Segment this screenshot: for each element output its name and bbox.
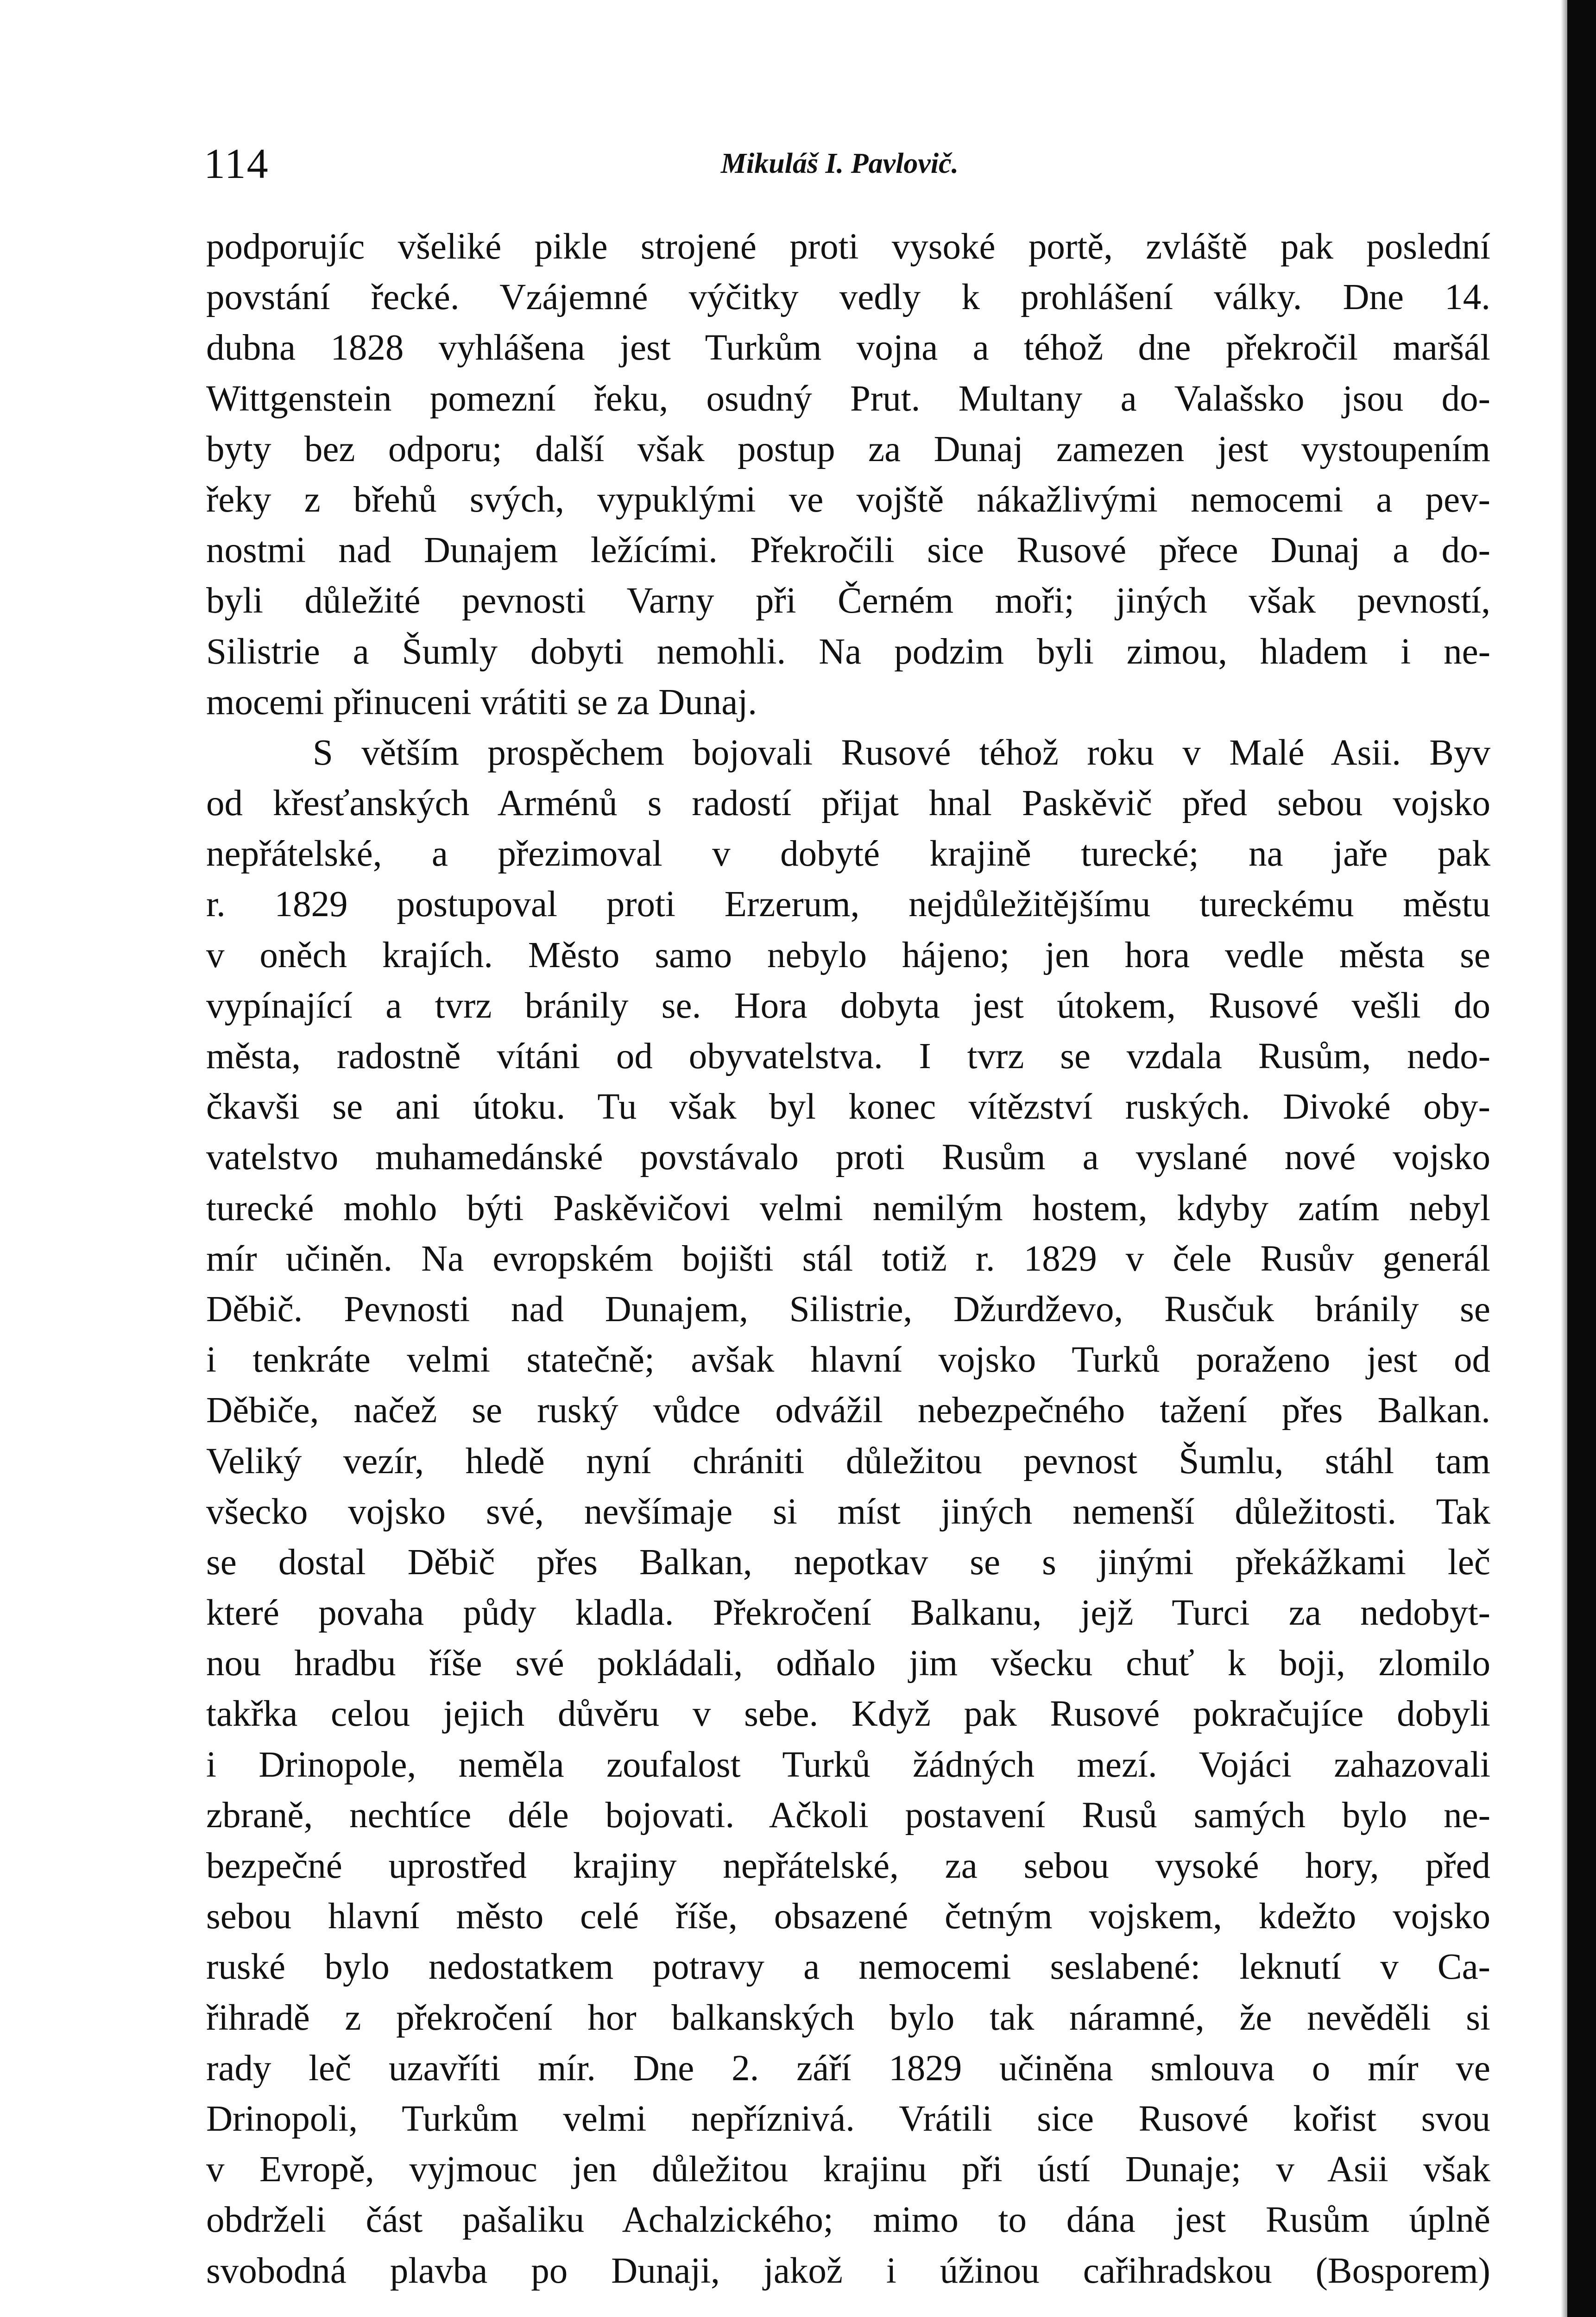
text-line: povstání řecké. Vzájemné výčitky vedly k prohlášení války. Dne 14.	[206, 277, 1490, 318]
text-line: Veliký vezír, hledě nyní chrániti důležitou pevnost Šumlu, stáhl tam	[206, 1441, 1490, 1481]
text-line: sebou hlavní město celé říše, obsazené četným vojskem, kdežto vojsko	[206, 1896, 1490, 1937]
text-line: v Evropě, vyjmouc jen důležitou krajinu při ústí Dunaje; v Asii však	[206, 2149, 1490, 2190]
text-line: rady leč uzavříti mír. Dne 2. září 1829 učiněna smlouva o mír ve	[206, 2048, 1490, 2089]
running-title: Mikuláš I. Pavlovič.	[720, 148, 959, 179]
text-line: řeky z břehů svých, vypuklými ve vojště nákažlivými nemocemi a pev-	[206, 479, 1490, 520]
text-line: Wittgenstein pomezní řeku, osudný Prut. Multany a Valašsko jsou do-	[206, 378, 1490, 419]
text-line: vypínající a tvrz bránily se. Hora dobyta jest útokem, Rusové vešli do	[206, 985, 1490, 1026]
text-line: všecko vojsko své, nevšímaje si míst jiných nemenší důležitosti. Tak	[206, 1491, 1490, 1532]
text-line: i Drinopole, neměla zoufalost Turků žádných mezí. Vojáci zahazovali	[206, 1744, 1490, 1785]
text-line: mír učiněn. Na evropském bojišti stál totiž r. 1829 v čele Rusův generál	[206, 1238, 1490, 1279]
text-line: svobodná plavba po Dunaji, jakož i úžinou cařihradskou (Bosporem)	[206, 2250, 1490, 2291]
text-line: Silistrie a Šumly dobyti nemohli. Na podzim byli zimou, hladem i ne-	[206, 631, 1490, 672]
text-line: nou hradbu říše své pokládali, odňalo jim všecku chuť k boji, zlomilo	[206, 1643, 1490, 1684]
text-line: se dostal Děbič přes Balkan, nepotkav se s jinými překážkami leč	[206, 1542, 1490, 1583]
text-line: dubna 1828 vyhlášena jest Turkům vojna a téhož dne překročil maršál	[206, 328, 1490, 368]
text-line: i tenkráte velmi statečně; avšak hlavní vojsko Turků poraženo jest od	[206, 1340, 1490, 1380]
text-line: byty bez odporu; další však postup za Dunaj zamezen jest vystoupením	[206, 429, 1490, 469]
text-line: bezpečné uprostřed krajiny nepřátelské, za sebou vysoké hory, před	[206, 1846, 1490, 1886]
text-line: takřka celou jejich důvěru v sebe. Když pak Rusové pokračujíce dobyli	[206, 1694, 1490, 1735]
body-text	[206, 222, 1490, 2296]
text-line: řihradě z překročení hor balkanských bylo tak náramné, že nevěděli si	[206, 1997, 1490, 2038]
text-line: vatelstvo muhamedánské povstávalo proti Rusům a vyslané nové vojsko	[206, 1137, 1490, 1178]
text-line: Drinopoli, Turkům velmi nepříznivá. Vrátili sice Rusové kořist svou	[206, 2098, 1490, 2139]
text-line: města, radostně vítáni od obyvatelstva. I tvrz se vzdala Rusům, nedo-	[206, 1036, 1490, 1076]
text-line: čkavši se ani útoku. Tu však byl konec vítězství ruských. Divoké oby-	[206, 1087, 1490, 1127]
text-line: nostmi nad Dunajem ležícími. Překročili sice Rusové přece Dunaj a do-	[206, 530, 1490, 571]
text-line: Děbiče, načež se ruský vůdce odvážil nebezpečného tažení přes Balkan.	[206, 1390, 1490, 1431]
text-line: zbraně, nechtíce déle bojovati. Ačkoli postavení Rusů samých bylo ne-	[206, 1795, 1490, 1836]
text-line: byli důležité pevnosti Varny při Černém moři; jiných však pevností,	[206, 581, 1490, 621]
scan-edge-shadow	[1561, 0, 1567, 2317]
text-line: Děbič. Pevnosti nad Dunajem, Silistrie, Džurdževo, Rusčuk bránily se	[206, 1289, 1490, 1329]
text-line: S větším prospěchem bojovali Rusové téhož roku v Malé Asii. Byv	[313, 732, 1490, 773]
text-line: ruské bylo nedostatkem potravy a nemocemi seslabené: leknutí v Ca-	[206, 1947, 1490, 1988]
text-line: obdrželi část pašaliku Achalzického; mimo to dána jest Rusům úplně	[206, 2200, 1490, 2241]
text-line: v oněch krajích. Město samo nebylo hájeno; jen hora vedle města se	[206, 935, 1490, 975]
text-line: turecké mohlo býti Paskěvičovi velmi nemilým hostem, kdyby zatím nebyl	[206, 1188, 1490, 1228]
text-line: mocemi přinuceni vrátiti se za Dunaj.	[206, 682, 757, 722]
text-line: které povaha půdy kladla. Překročení Balkanu, jejž Turci za nedobyt-	[206, 1593, 1490, 1633]
text-line: od křesťanských Arménů s radostí přijat hnal Paskěvič před sebou vojsko	[206, 783, 1490, 824]
scan-edge	[1567, 0, 1596, 2317]
text-line: podporujíc všeliké pikle strojené proti vysoké portě, zvláště pak poslední	[206, 227, 1490, 267]
text-line: nepřátelské, a přezimoval v dobyté krajině turecké; na jaře pak	[206, 834, 1490, 874]
text-line: r. 1829 postupoval proti Erzerum, nejdůležitějšímu tureckému městu	[206, 884, 1490, 925]
page-number: 114	[204, 140, 269, 187]
